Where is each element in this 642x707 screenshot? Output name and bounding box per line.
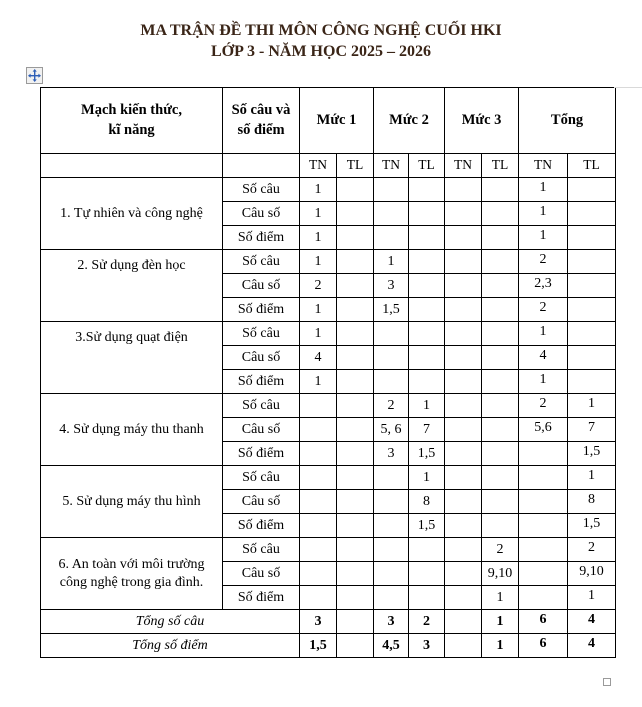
summary-value-cell: 1: [482, 634, 519, 658]
header-empty-cell: [223, 154, 300, 178]
value-cell: [482, 346, 519, 370]
value-cell: [482, 466, 519, 490]
value-cell: [482, 514, 519, 538]
value-cell: [300, 442, 337, 466]
margin-boundary-line: [614, 87, 642, 88]
row-type-cell: Câu số: [223, 562, 300, 586]
value-cell: [300, 466, 337, 490]
header-knowledge-strand-line1: Mạch kiến thức,: [81, 101, 182, 118]
value-cell: [337, 562, 374, 586]
row-type-cell: Câu số: [223, 418, 300, 442]
value-cell: [482, 202, 519, 226]
exam-matrix-table: [40, 87, 616, 658]
value-cell: [482, 490, 519, 514]
document-title: [0, 20, 642, 62]
value-cell: [374, 202, 409, 226]
move-arrows-icon: [28, 69, 41, 82]
topic-cell: 4. Sử dụng máy thu thanh: [41, 394, 223, 466]
value-cell: [519, 538, 568, 562]
value-cell: 8: [409, 490, 445, 514]
header-tn: TN: [374, 154, 409, 178]
value-cell: [409, 226, 445, 250]
value-cell: 1: [568, 394, 616, 418]
row-type-cell: Số câu: [223, 250, 300, 274]
table-row: [41, 466, 616, 490]
value-cell: 1: [568, 466, 616, 490]
value-cell: 1: [568, 586, 616, 610]
value-cell: 1: [300, 178, 337, 202]
value-cell: [568, 274, 616, 298]
value-cell: 1: [374, 250, 409, 274]
topic-cell: 6. An toàn với môi trường công nghệ trong gia đình.: [41, 538, 223, 610]
value-cell: [337, 442, 374, 466]
row-type-cell: Số điểm: [223, 586, 300, 610]
value-cell: [300, 418, 337, 442]
value-cell: [445, 298, 482, 322]
row-type-cell: Số điểm: [223, 298, 300, 322]
row-type-cell: Số điểm: [223, 370, 300, 394]
value-cell: [337, 226, 374, 250]
value-cell: [445, 274, 482, 298]
value-cell: [409, 322, 445, 346]
value-cell: 7: [409, 418, 445, 442]
value-cell: [300, 562, 337, 586]
value-cell: 1: [519, 178, 568, 202]
value-cell: [409, 178, 445, 202]
title-line-2: LỚP 3 - NĂM HỌC 2025 – 2026: [211, 43, 431, 61]
summary-label-cell: Tổng số điểm: [41, 634, 300, 658]
value-cell: [337, 418, 374, 442]
summary-value-cell: 2: [409, 610, 445, 634]
value-cell: 2: [519, 250, 568, 274]
value-cell: [409, 586, 445, 610]
value-cell: 1: [409, 466, 445, 490]
value-cell: [445, 202, 482, 226]
summary-value-cell: 1,5: [300, 634, 337, 658]
value-cell: [300, 490, 337, 514]
value-cell: [374, 322, 409, 346]
value-cell: [374, 370, 409, 394]
value-cell: [374, 538, 409, 562]
value-cell: [337, 514, 374, 538]
row-type-cell: Số điểm: [223, 442, 300, 466]
value-cell: 1: [519, 226, 568, 250]
value-cell: 1: [300, 202, 337, 226]
header-tl: TL: [568, 154, 616, 178]
value-cell: [300, 514, 337, 538]
row-type-cell: Số câu: [223, 178, 300, 202]
value-cell: [445, 586, 482, 610]
value-cell: [409, 250, 445, 274]
value-cell: [374, 226, 409, 250]
value-cell: [337, 370, 374, 394]
value-cell: 1: [482, 586, 519, 610]
value-cell: [445, 346, 482, 370]
header-row-sub: [41, 154, 616, 178]
value-cell: 1: [300, 226, 337, 250]
value-cell: [374, 466, 409, 490]
value-cell: [482, 250, 519, 274]
value-cell: [337, 538, 374, 562]
value-cell: 2: [482, 538, 519, 562]
value-cell: [482, 274, 519, 298]
value-cell: [445, 250, 482, 274]
value-cell: 3: [374, 442, 409, 466]
value-cell: [337, 298, 374, 322]
value-cell: [337, 202, 374, 226]
value-cell: 2: [300, 274, 337, 298]
row-type-cell: Số câu: [223, 322, 300, 346]
value-cell: [519, 466, 568, 490]
summary-value-cell: [337, 634, 374, 658]
value-cell: [409, 370, 445, 394]
table-row: [41, 394, 616, 418]
summary-value-cell: 4: [568, 634, 616, 658]
header-tl: TL: [337, 154, 374, 178]
value-cell: [482, 178, 519, 202]
value-cell: [337, 394, 374, 418]
value-cell: [445, 466, 482, 490]
row-type-cell: Số câu: [223, 466, 300, 490]
value-cell: [409, 202, 445, 226]
summary-value-cell: 3: [300, 610, 337, 634]
header-empty-cell: [41, 154, 223, 178]
value-cell: [409, 298, 445, 322]
value-cell: 2: [374, 394, 409, 418]
value-cell: [482, 418, 519, 442]
value-cell: 1: [409, 394, 445, 418]
value-cell: [337, 178, 374, 202]
header-knowledge-strand: [41, 88, 223, 154]
header-questions-points-line2: số điểm: [237, 121, 285, 138]
value-cell: [482, 322, 519, 346]
value-cell: [300, 394, 337, 418]
header-tl: TL: [482, 154, 519, 178]
value-cell: 1,5: [374, 298, 409, 322]
header-level-2: Mức 2: [374, 88, 445, 154]
value-cell: [568, 178, 616, 202]
value-cell: [568, 322, 616, 346]
value-cell: [568, 370, 616, 394]
value-cell: [482, 442, 519, 466]
table-row: [41, 250, 616, 274]
value-cell: 1,5: [409, 442, 445, 466]
value-cell: [374, 346, 409, 370]
table-row: [41, 322, 616, 346]
value-cell: 9,10: [568, 562, 616, 586]
value-cell: [337, 346, 374, 370]
value-cell: [445, 562, 482, 586]
table-row: [41, 538, 616, 562]
summary-value-cell: 4,5: [374, 634, 409, 658]
row-type-cell: Câu số: [223, 274, 300, 298]
value-cell: [568, 202, 616, 226]
value-cell: [374, 490, 409, 514]
header-tn: TN: [519, 154, 568, 178]
summary-label-cell: Tổng số câu: [41, 610, 300, 634]
value-cell: [482, 298, 519, 322]
value-cell: [409, 562, 445, 586]
header-total: Tổng: [519, 88, 616, 154]
value-cell: 4: [519, 346, 568, 370]
header-knowledge-strand-line2: kĩ năng: [108, 121, 155, 138]
summary-value-cell: 6: [519, 610, 568, 634]
value-cell: [445, 394, 482, 418]
value-cell: [300, 586, 337, 610]
value-cell: 5,6: [519, 418, 568, 442]
value-cell: [445, 514, 482, 538]
value-cell: 1: [300, 298, 337, 322]
table-resize-handle[interactable]: [603, 678, 611, 686]
table-row: [41, 178, 616, 202]
value-cell: 2: [519, 394, 568, 418]
value-cell: [482, 226, 519, 250]
value-cell: [445, 226, 482, 250]
row-type-cell: Số điểm: [223, 226, 300, 250]
topic-cell: 2. Sử dụng đèn học: [41, 250, 223, 322]
value-cell: 5, 6: [374, 418, 409, 442]
value-cell: [409, 538, 445, 562]
row-type-cell: Số điểm: [223, 514, 300, 538]
value-cell: [445, 370, 482, 394]
summary-value-cell: 4: [568, 610, 616, 634]
value-cell: [519, 562, 568, 586]
value-cell: 1: [300, 370, 337, 394]
summary-value-cell: [445, 610, 482, 634]
value-cell: [568, 250, 616, 274]
value-cell: [409, 274, 445, 298]
header-questions-points: [223, 88, 300, 154]
value-cell: [300, 538, 337, 562]
value-cell: [445, 538, 482, 562]
value-cell: 1,5: [409, 514, 445, 538]
value-cell: 2: [568, 538, 616, 562]
header-row-main: [41, 88, 616, 154]
value-cell: 1: [519, 202, 568, 226]
value-cell: [374, 514, 409, 538]
value-cell: 2: [519, 298, 568, 322]
summary-value-cell: [337, 610, 374, 634]
row-type-cell: Câu số: [223, 346, 300, 370]
row-type-cell: Câu số: [223, 490, 300, 514]
value-cell: [519, 490, 568, 514]
value-cell: 1: [300, 250, 337, 274]
summary-value-cell: 3: [374, 610, 409, 634]
table-move-handle[interactable]: [26, 67, 43, 84]
title-line-1: MA TRẬN ĐỀ THI MÔN CÔNG NGHỆ CUỐI HKI: [140, 22, 502, 39]
header-level-3: Mức 3: [445, 88, 519, 154]
value-cell: [337, 466, 374, 490]
header-level-1: Mức 1: [300, 88, 374, 154]
value-cell: [482, 394, 519, 418]
summary-value-cell: 6: [519, 634, 568, 658]
value-cell: 1: [519, 370, 568, 394]
value-cell: 9,10: [482, 562, 519, 586]
value-cell: [337, 322, 374, 346]
value-cell: 7: [568, 418, 616, 442]
value-cell: 3: [374, 274, 409, 298]
summary-value-cell: 3: [409, 634, 445, 658]
value-cell: 4: [300, 346, 337, 370]
value-cell: 1: [519, 322, 568, 346]
value-cell: 1,5: [568, 442, 616, 466]
value-cell: [568, 298, 616, 322]
value-cell: [445, 442, 482, 466]
value-cell: [568, 226, 616, 250]
value-cell: [374, 562, 409, 586]
value-cell: [374, 178, 409, 202]
topic-cell: 3.Sử dụng quạt điện: [41, 322, 223, 394]
header-tl: TL: [409, 154, 445, 178]
value-cell: [519, 514, 568, 538]
header-tn: TN: [300, 154, 337, 178]
value-cell: 1,5: [568, 514, 616, 538]
summary-row: [41, 634, 616, 658]
value-cell: [374, 586, 409, 610]
summary-value-cell: [445, 634, 482, 658]
value-cell: [445, 322, 482, 346]
value-cell: [482, 370, 519, 394]
value-cell: [445, 418, 482, 442]
value-cell: [337, 250, 374, 274]
header-questions-points-line1: Số câu và: [231, 101, 291, 118]
topic-cell: 5. Sử dụng máy thu hình: [41, 466, 223, 538]
topic-cell: 1. Tự nhiên và công nghệ: [41, 178, 223, 250]
value-cell: [519, 442, 568, 466]
value-cell: [337, 274, 374, 298]
value-cell: [445, 490, 482, 514]
value-cell: [445, 178, 482, 202]
value-cell: 2,3: [519, 274, 568, 298]
value-cell: 8: [568, 490, 616, 514]
row-type-cell: Số câu: [223, 538, 300, 562]
value-cell: 1: [300, 322, 337, 346]
value-cell: [568, 346, 616, 370]
value-cell: [337, 490, 374, 514]
summary-row: [41, 610, 616, 634]
value-cell: [519, 586, 568, 610]
row-type-cell: Số câu: [223, 394, 300, 418]
summary-value-cell: 1: [482, 610, 519, 634]
row-type-cell: Câu số: [223, 202, 300, 226]
header-tn: TN: [445, 154, 482, 178]
value-cell: [337, 586, 374, 610]
value-cell: [409, 346, 445, 370]
